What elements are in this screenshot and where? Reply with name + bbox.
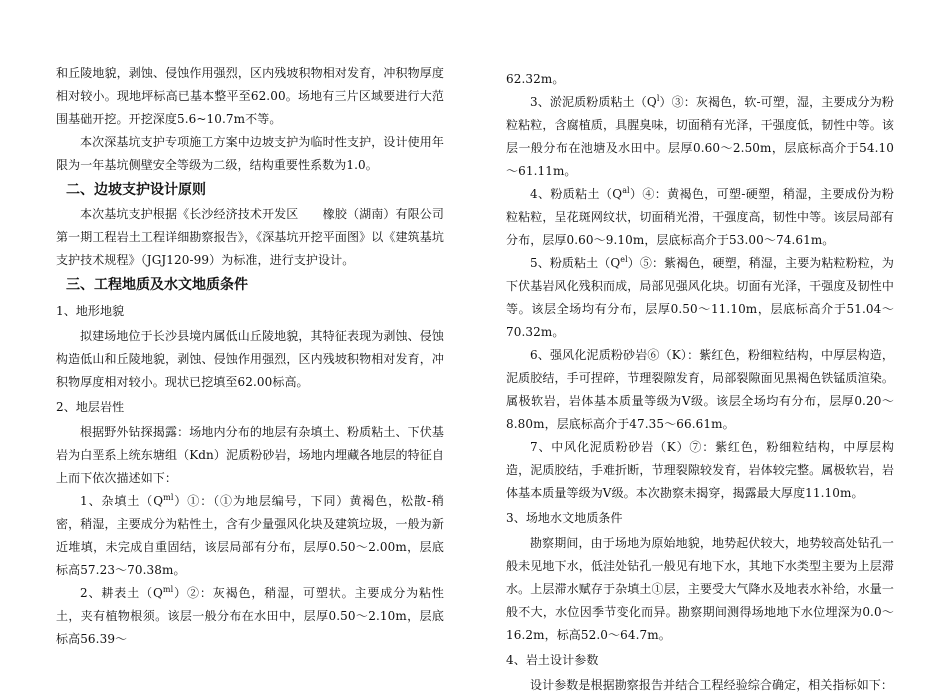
support-principle-paragraph: 本次基坑支护根据《长沙经济技术开发区 橡胶（湖南）有限公司第一期工程岩土工程详细勘察报告》，《深基坑开挖平面图》以《建筑基坑支护技术规程》（JGJ120-99）为标准，进行支护设计。 (56, 207, 444, 267)
intro-paragraph: 本次深基坑支护专项施工方案中边坡支护为临时性支护，设计使用年限为一年基坑侧壁安全等级为二级，结构重要性系数为1.0。 (56, 135, 444, 172)
stratum-item-6: 6、强风化泥质粉砂岩⑥（K）：紫红色，粉细粒结构，中厚层构造，泥质胶结，手可捏碎，节理裂隙发育，局部裂隙面见黑褐色铁锰质渲染。属极软岩，岩体基本质量等级为Ⅴ级。该层全场均有分布，层厚0.20～8.80m，层底标高介于47.35～66.61m。 (506, 348, 894, 431)
stratum-item-4: 4、粉质粘土$(Q^{al})④$：黄褐色，可塑-硬塑，稍湿，主要成份为粉粒粘粒，呈花斑网纹状，切面稍光滑，干强度高，韧性中等。该层局部有分布，层厚0.60～9.10m，层底标高介于53.00～74.61m。 (506, 186, 894, 247)
subheading-terrain: 1、地形地貌 (56, 304, 125, 318)
stratum-item-3: 3、淤泥质粉质粘土$(Q^l)③$：灰褐色，软-可塑，湿，主要成分为粉粒粘粒，含腐植质，具腥臭味，切面稍有光泽，干强度低，韧性中等。该层一般分布在池塘及水田中。层厚0.60～2.50m，层底标高介于54.10～61.11m。 (506, 94, 894, 178)
stratum-item-7: 7、中风化泥质粉砂岩（K）⑦：紫红色，粉细粒结构，中厚层构造，泥质胶结，手难折断，节理裂隙较发育，岩体较完整。属极软岩，岩体基本质量等级为Ⅴ级。本次勘察未揭穿，揭露最大厚度11.10m。 (506, 440, 894, 500)
right-column (506, 68, 894, 697)
subheading-design-parameters: 4、岩土设计参数 (506, 653, 599, 667)
terrain-paragraph: 拟建场地位于长沙县境内属低山丘陵地貌，其特征表现为剥蚀、侵蚀构造低山和丘陵地貌，剥蚀、侵蚀作用强烈，区内残坡积物相对发育，冲积物厚度相对较小。现状已挖填至62.00标高。 (56, 329, 444, 389)
left-column (56, 62, 444, 651)
stratum-item-2: 2、耕表土$(Q^{ml})②$：灰褐色，稍湿，可塑状。主要成分为粘性土，夹有植物根须。该层一般分布在水田中，层厚0.50～2.10m，层底标高56.39～ (56, 585, 444, 646)
stratum-item-2-continued: 62.32m。 (506, 72, 565, 86)
section-heading-support-principle: 二、边坡支护设计原则 (66, 182, 206, 198)
subheading-strata: 2、地层岩性 (56, 400, 125, 414)
subheading-hydrogeology: 3、场地水文地质条件 (506, 511, 623, 525)
stratum-item-5: 5、粉质粘土$(Q^{el})⑤$：紫褐色，硬塑，稍湿，主要为粘粒粉粒，为下伏基岩风化残积而成，局部见强风化块。切面有光泽，干强度及韧性中等。该层全场均有分布，层厚0.50～11.10m，层底标高介于51.04～70.32m。 (506, 255, 894, 339)
strata-paragraph: 根据野外钻探揭露：场地内分布的地层有杂填土、粉质粘土、下伏基岩为白垩系上统东塘组（Kdn）泥质粉砂岩，场地内埋藏各地层的特征自上而下依次描述如下： (56, 425, 444, 485)
intro-paragraph-continued: 和丘陵地貌，剥蚀、侵蚀作用强烈，区内残坡积物相对发育，冲积物厚度相对较小。现地坪标高已基本整平至62.00。场地有三片区域要进行大范围基础开挖。开挖深度5.6~10.7m不等。 (56, 66, 444, 126)
section-heading-geology: 三、工程地质及水文地质条件 (66, 277, 248, 293)
hydrogeology-paragraph: 勘察期间，由于场地为原始地貌，地势起伏较大，地势较高处钻孔一般未见地下水，低洼处钻孔一般见有地下水，其地下水类型主要为上层滞水。上层滞水赋存于杂填土①层，主要受大气降水及地表水补给，水量一般不大，水位因季节变化而异。勘察期间测得场地地下水位埋深为0.0～16.2m，标高52.0～64.7m。 (506, 536, 894, 642)
design-parameters-paragraph: 设计参数是根据勘察报告并结合工程经验综合确定，相关指标如下： (530, 678, 894, 692)
stratum-item-1: 1、杂填土$(Q^{ml})①$：（①为地层编号，下同）黄褐色，松散-稍密，稍湿，主要成分为粘性土，含有少量强风化块及建筑垃圾，一般为新近堆填，未完成自重固结，该层局部有分布，层厚0.50～2.00m，层底标高57.23～70.38m。 (56, 493, 444, 577)
